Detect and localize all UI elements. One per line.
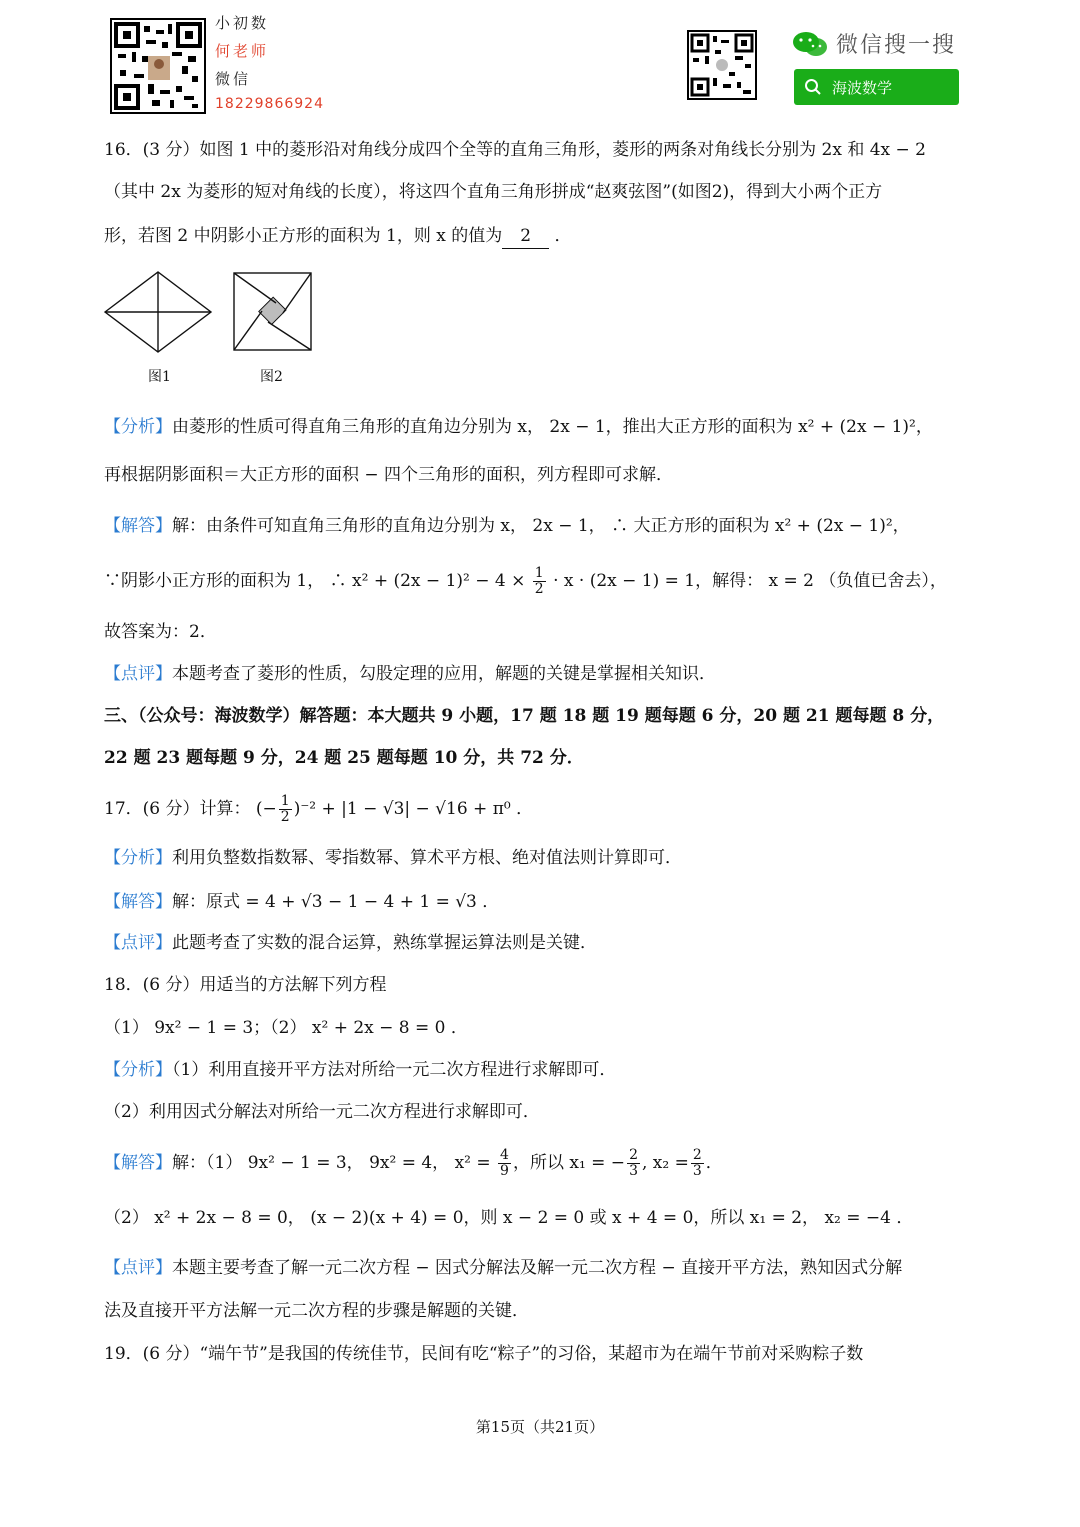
- wechat-search-title: 微信搜一搜: [836, 33, 957, 58]
- frac-num: 1: [534, 565, 544, 581]
- fraction: [691, 1148, 704, 1179]
- q18-analysis-line-2: （2）利用因式分解法对所给一元二次方程进行求解即可．: [104, 1102, 540, 1122]
- contact-line-2: 何老师: [215, 42, 270, 60]
- frac-den: 2: [534, 581, 544, 597]
- wechat-logo-icon: [792, 30, 828, 58]
- q17-solution-text: 解：原式 = 4 + √3 − 1 − 4 + 1 = √3 ．: [172, 892, 500, 912]
- q18-question: 18．(6 分）用适当的方法解下列方程: [104, 975, 387, 995]
- q17-question: [104, 794, 533, 825]
- q18-sol1c: , x₂ =: [641, 1153, 689, 1173]
- frac-num: 1: [280, 793, 290, 809]
- frac-den: 9: [500, 1163, 509, 1179]
- q16-analysis-line-2: 再根据阴影面积＝大正方形的面积 − 四个三角形的面积，列方程即可求解．: [104, 465, 674, 485]
- q18-sol1a: 解：（1） 9x² − 1 = 3， 9x² = 4， x² =: [172, 1153, 491, 1173]
- q16-analysis-text: 由菱形的性质可得直角三角形的直角边分别为 x， 2x − 1，推出大正方形的面积为 x² + (2x − 1)²，: [172, 417, 933, 437]
- q16-figures: [100, 266, 320, 386]
- q18-sol1d: ．: [705, 1153, 723, 1173]
- frac-den: 3: [692, 1163, 702, 1179]
- q16-solution-line-2: [104, 566, 947, 597]
- q16-solution: [104, 514, 910, 538]
- q18-sol1b: ，所以 x₁ = −: [512, 1153, 626, 1173]
- q18-analysis: [104, 1058, 616, 1082]
- qr-pattern-icon: [112, 20, 204, 112]
- q18-solution-line-2: （2） x² + 2x − 8 = 0， (x − 2)(x + 4) = 0，则 x − 2 = 0 或 x + 4 = 0，所以 x₁ = 2， x₂ = −4 ．: [104, 1208, 914, 1228]
- section3-heading-1: 三、（公众号：海波数学）解答题：本大题共 9 小题，17 题 18 题 19 题每题 6 分，20 题 21 题每题 8 分，: [104, 706, 945, 726]
- frac-den: 3: [629, 1163, 638, 1179]
- fig2-label: 图2: [260, 369, 283, 385]
- fig1-label: 图1: [148, 369, 171, 385]
- comment-tag: 【点评】: [104, 664, 172, 684]
- q17-comment: [104, 931, 597, 955]
- frac-num: 4: [500, 1147, 509, 1163]
- contact-phone: 18229866924: [215, 96, 324, 112]
- q17-solution: [104, 890, 499, 914]
- q17-text-b: )⁻² + |1 − √3| − √16 + π⁰ ．: [293, 799, 534, 819]
- frac-den: 2: [280, 809, 290, 825]
- solution-tag: 【解答】: [104, 516, 172, 536]
- q17-comment-text: 此题考查了实数的混合运算，熟练掌握运算法则是关键．: [172, 933, 597, 953]
- zhao-shuang-figure: [234, 273, 311, 350]
- q18-solution: [104, 1148, 723, 1179]
- q18-equations: （1） 9x² − 1 = 3；（2） x² + 2x − 8 = 0 ．: [104, 1018, 468, 1038]
- q16-comment-text: 本题考查了菱形的性质，勾股定理的应用，解题的关键是掌握相关知识．: [172, 664, 716, 684]
- q16-line-3: 形，若图 2 中阴影小正方形的面积为 1，则 x 的值为 2 ．: [104, 224, 571, 249]
- frac-num: 2: [692, 1147, 702, 1163]
- qr-pattern-icon: [689, 32, 755, 98]
- qr-code-left: [110, 18, 206, 114]
- fraction-half: [279, 794, 292, 825]
- q16-line-3-text: 形，若图 2 中阴影小正方形的面积为 1，则 x 的值为: [104, 226, 503, 246]
- solution-tag: 【解答】: [104, 892, 172, 912]
- q16-analysis: [104, 415, 933, 439]
- q17-analysis-text: 利用负整数指数幂、零指数幂、算术平方根、绝对值法则计算即可．: [172, 848, 682, 868]
- frac-num: 2: [629, 1147, 638, 1163]
- fraction: [498, 1148, 511, 1179]
- q18-comment-line-2: 法及直接开平方法解一元二次方程的步骤是解题的关键．: [104, 1301, 529, 1321]
- search-button[interactable]: [794, 69, 959, 105]
- fraction: [627, 1148, 640, 1179]
- q16-line-2: （其中 2x 为菱形的短对角线的长度），将这四个直角三角形拼成“赵爽弦图”(如图2)，得到大小两个正方: [104, 182, 883, 202]
- q18-analysis-text: （1）利用直接开平方法对所给一元二次方程进行求解即可．: [172, 1060, 617, 1080]
- q16-answer: 2: [502, 224, 549, 249]
- q16-sol2b: · x · (2x − 1) = 1，解得： x = 2 （负值已舍去），: [553, 571, 947, 591]
- search-button-label: 海波数学: [832, 78, 893, 97]
- contact-line-3: 微信: [215, 70, 252, 88]
- q17-text-a: 17．(6 分）计算： (−: [104, 799, 277, 819]
- qr-code-right: [687, 30, 757, 100]
- analysis-tag: 【分析】: [104, 1060, 172, 1080]
- q17-analysis: [104, 846, 682, 870]
- rhombus-figure: [105, 272, 211, 352]
- q16-solution-line-3: 故答案为：2．: [104, 622, 217, 642]
- fraction-half: [533, 566, 546, 597]
- section3-heading-2: 22 题 23 题每题 9 分，24 题 25 题每题 10 分，共 72 分．: [104, 748, 584, 768]
- analysis-tag: 【分析】: [104, 417, 172, 437]
- analysis-tag: 【分析】: [104, 848, 172, 868]
- q16-sol2a: ∵阴影小正方形的面积为 1， ∴ x² + (2x − 1)² − 4 ×: [104, 571, 526, 591]
- q16-comment: [104, 662, 716, 686]
- solution-tag: 【解答】: [104, 1153, 172, 1173]
- comment-tag: 【点评】: [104, 933, 172, 953]
- comment-tag: 【点评】: [104, 1258, 172, 1278]
- search-icon: [804, 78, 822, 96]
- page-number: 第15页（共21页）: [475, 1418, 605, 1436]
- q19-question: 19．(6 分）“端午节”是我国的传统佳节，民间有吃“粽子”的习俗，某超市为在端午节前对采购粽子数: [104, 1344, 864, 1364]
- q16-line-1: 16．(3 分）如图 1 中的菱形沿对角线分成四个全等的直角三角形，菱形的两条对角线长分别为 2x 和 4x − 2: [104, 140, 926, 160]
- q18-comment-text: 本题主要考查了解一元二次方程 − 因式分解法及解一元二次方程 − 直接开平方法，熟知因式分解: [172, 1258, 903, 1278]
- contact-line-1: 小初数: [215, 14, 270, 32]
- q18-comment: [104, 1256, 902, 1280]
- wechat-search-header: [792, 28, 956, 59]
- q16-solution-text: 解：由条件可知直角三角形的直角边分别为 x， 2x − 1， ∴ 大正方形的面积为 x² + (2x − 1)²，: [172, 516, 910, 536]
